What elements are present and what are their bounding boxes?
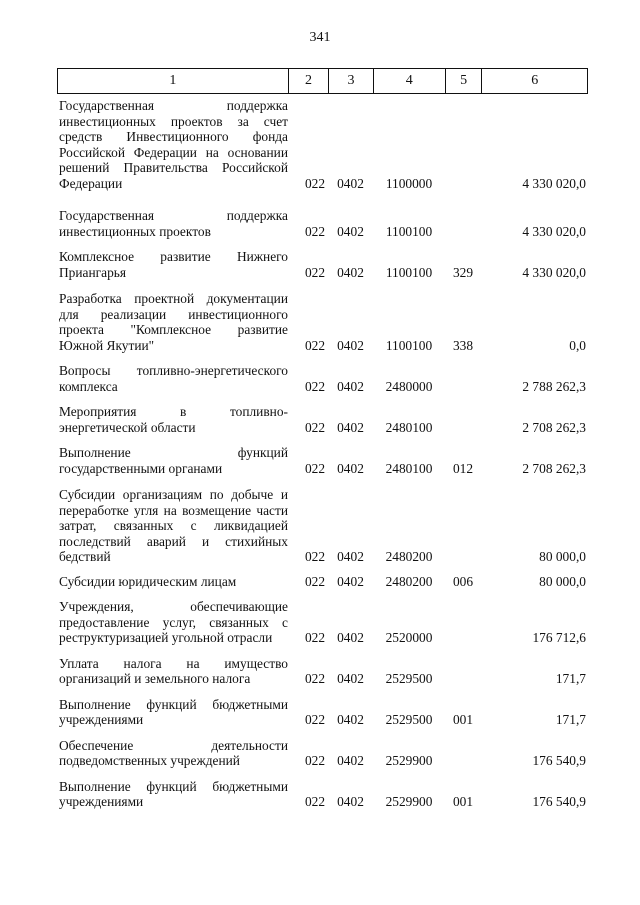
column-header-4: 4: [373, 69, 445, 94]
row-section: 0402: [337, 223, 364, 239]
row-article: 2480100: [385, 460, 433, 476]
row-article: 2529900: [385, 794, 433, 809]
row-ministry: 022: [304, 549, 326, 564]
row-name: Выполнение функций бюджетными учреждениями: [59, 696, 288, 727]
row-article: 1100100: [385, 264, 433, 280]
table-row: [57, 738, 588, 769]
row-amount: 4 330 020,0: [522, 264, 586, 280]
row-amount: 80 000,0: [539, 549, 586, 564]
column-header-1: 1: [58, 69, 289, 94]
table-row: [57, 98, 588, 191]
row-ministry: 022: [304, 419, 326, 435]
row-section: 0402: [337, 549, 364, 564]
row-section: 0402: [337, 753, 364, 768]
row-kind: 001: [452, 794, 474, 809]
row-amount: 4 330 020,0: [522, 223, 586, 239]
table-row: [57, 363, 588, 394]
row-name: Вопросы топливно-энергетического комплекса: [59, 363, 288, 394]
row-name: Мероприятия в топливно-энергетической области: [59, 404, 288, 435]
row-ministry: 022: [304, 460, 326, 476]
row-amount: 176 540,9: [532, 753, 586, 768]
table-row: [57, 656, 588, 687]
row-section: 0402: [337, 630, 364, 645]
row-amount: 2 708 262,3: [522, 419, 586, 435]
row-kind: 001: [452, 712, 474, 727]
table-row: [57, 599, 588, 646]
row-ministry: 022: [304, 337, 326, 353]
table-row: [57, 697, 588, 728]
row-ministry: 022: [304, 573, 326, 589]
row-ministry: 022: [304, 264, 326, 280]
row-amount: 0,0: [569, 337, 586, 353]
row-amount: 2 708 262,3: [522, 460, 586, 476]
row-ministry: 022: [304, 794, 326, 809]
column-header-5: 5: [445, 69, 482, 94]
row-section: 0402: [337, 712, 364, 727]
row-kind: 006: [452, 573, 474, 589]
table-row: [57, 445, 588, 476]
row-name: Субсидии юридическим лицам: [59, 573, 237, 589]
row-article: 2480200: [385, 549, 433, 564]
row-name: Государственная поддержка инвестиционных проектов: [59, 208, 288, 239]
row-name: Учреждения, обеспечивающие предоставление услуг, связанных с реструктуризацией угольной отрасли: [59, 599, 288, 645]
row-article: 2529500: [385, 712, 433, 727]
row-section: 0402: [337, 264, 364, 280]
row-section: 0402: [337, 378, 364, 394]
row-name: Выполнение функций государственными органами: [59, 445, 288, 476]
row-section: 0402: [337, 794, 364, 809]
row-ministry: 022: [304, 671, 326, 686]
row-section: 0402: [337, 337, 364, 353]
row-article: 2529500: [385, 671, 433, 686]
row-article: 2480000: [385, 378, 433, 394]
row-article: 2480200: [385, 573, 433, 589]
row-article: 2520000: [385, 630, 433, 645]
row-name: Обеспечение деятельности подведомственных учреждений: [59, 737, 288, 768]
row-article: 2480100: [385, 419, 433, 435]
row-amount: 176 540,9: [532, 794, 586, 809]
row-amount: 171,7: [555, 712, 586, 727]
row-section: 0402: [337, 671, 364, 686]
column-header-2: 2: [288, 69, 329, 94]
row-section: 0402: [337, 419, 364, 435]
budget-table-body: [57, 98, 588, 810]
row-amount: 2 788 262,3: [522, 378, 586, 394]
row-section: 0402: [337, 573, 364, 589]
row-kind: 338: [452, 337, 474, 353]
row-article: 1100100: [385, 223, 433, 239]
row-section: 0402: [337, 460, 364, 476]
row-ministry: 022: [304, 630, 326, 645]
row-name: Субсидии организациям по добыче и переработке угля на возмещение части затрат, связанных с ликвидацией последствий аварий и стихийных бедствий: [59, 487, 288, 564]
row-name: Разработка проектной документации для реализации инвестиционного проекта "Комплексное развитие Южной Якутии": [59, 291, 288, 353]
row-amount: 176 712,6: [532, 630, 586, 645]
row-name: Комплексное развитие Нижнего Приангарья: [59, 249, 288, 280]
column-header-6: 6: [482, 69, 588, 94]
row-article: 1100000: [385, 175, 433, 191]
table-row: [57, 404, 588, 435]
row-section: 0402: [337, 175, 364, 191]
table-row: [57, 779, 588, 810]
row-amount: 4 330 020,0: [522, 175, 586, 191]
table-row: [57, 291, 588, 353]
row-kind: 329: [452, 264, 474, 280]
row-ministry: 022: [304, 753, 326, 768]
row-ministry: 022: [304, 712, 326, 727]
row-kind: 012: [452, 460, 474, 476]
row-name: Государственная поддержка инвестиционных проектов за счет средств Инвестиционного фонда Российской Федерации на основании решений Правительства Российской Федерации: [59, 98, 288, 191]
table-row: [57, 487, 588, 565]
table-row: [57, 208, 588, 239]
row-ministry: 022: [304, 378, 326, 394]
row-ministry: 022: [304, 175, 326, 191]
table-row: [57, 249, 588, 280]
column-header-3: 3: [329, 69, 373, 94]
row-article: 1100100: [385, 337, 433, 353]
row-ministry: 022: [304, 223, 326, 239]
row-name: Выполнение функций бюджетными учреждениями: [59, 778, 288, 809]
row-amount: 80 000,0: [539, 573, 586, 589]
row-amount: 171,7: [555, 671, 586, 686]
row-name: Уплата налога на имущество организаций и земельного налога: [59, 655, 288, 686]
row-article: 2529900: [385, 753, 433, 768]
table-row: [57, 574, 588, 590]
column-header-row: [57, 68, 588, 94]
page-number: 341: [309, 30, 331, 45]
